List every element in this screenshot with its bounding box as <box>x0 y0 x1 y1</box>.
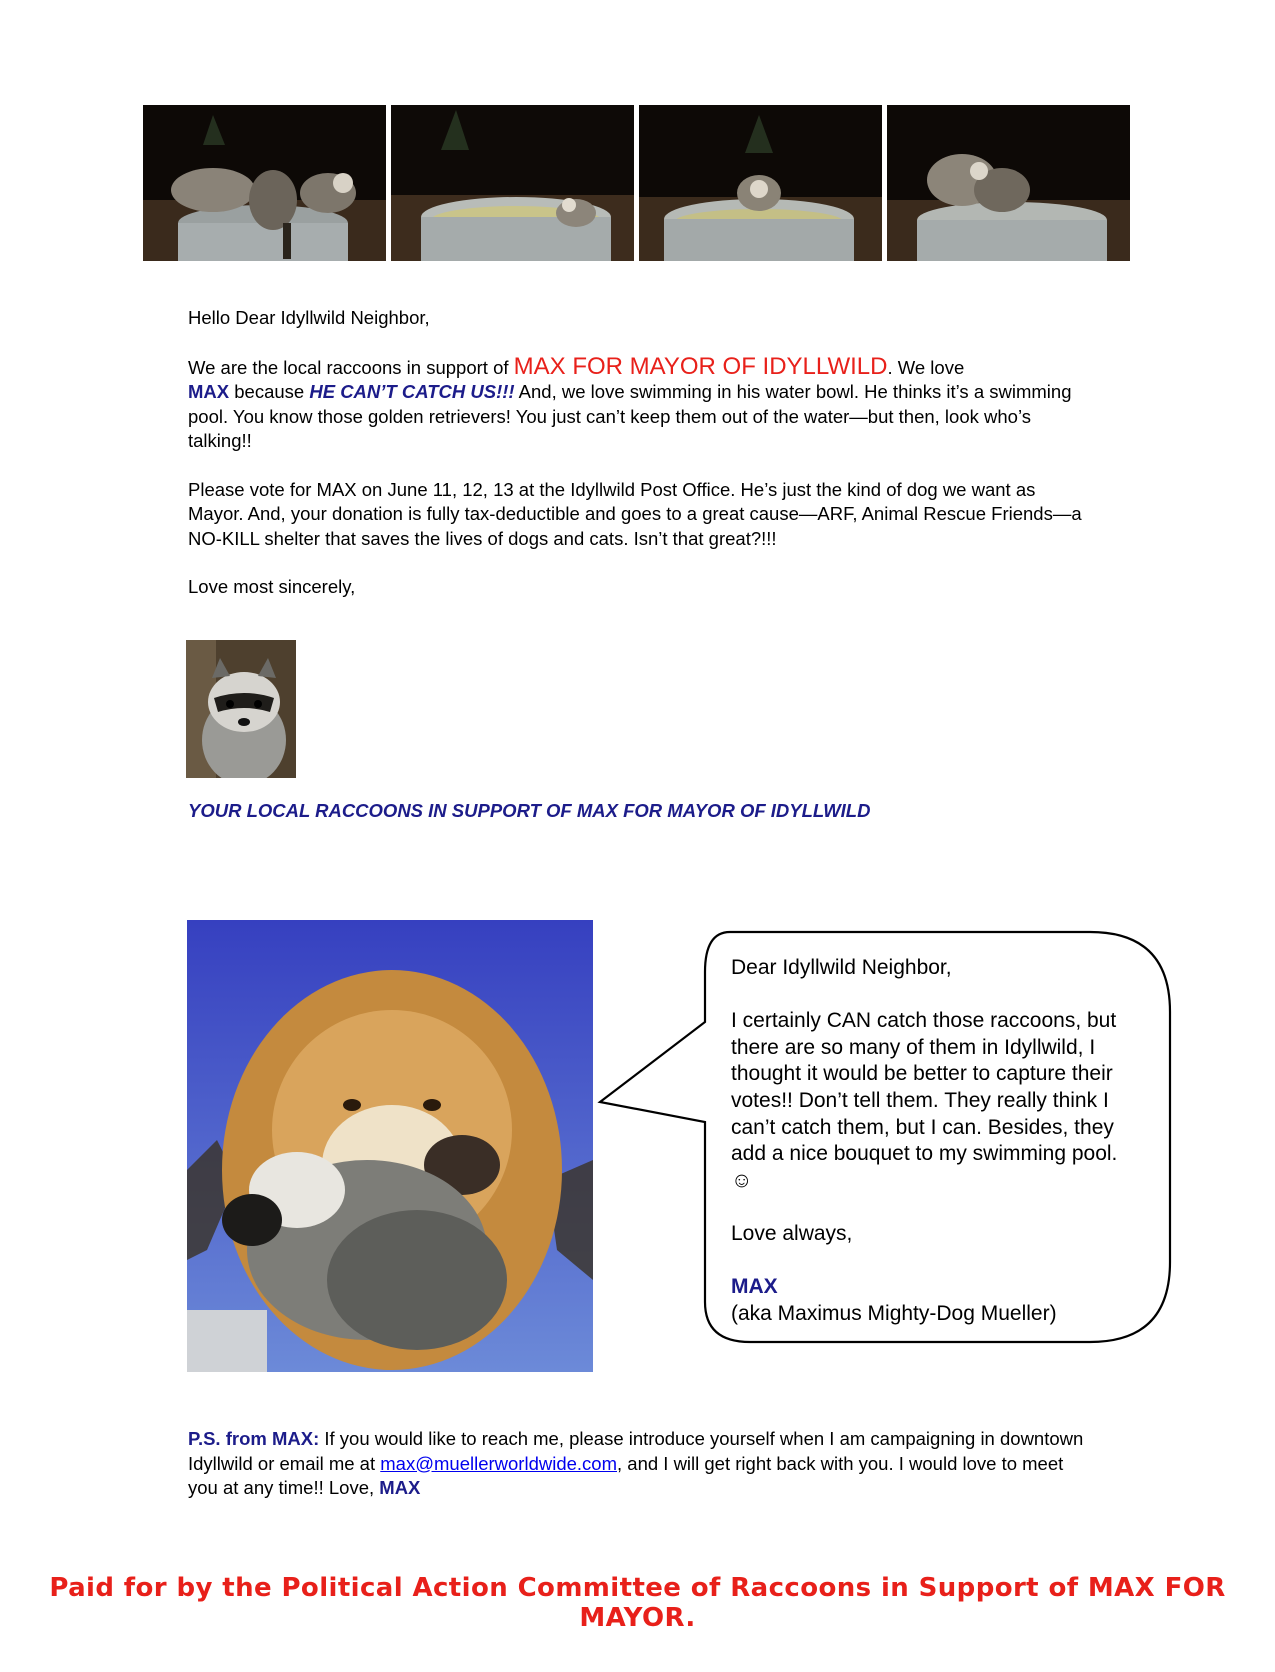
paid-for-by-disclaimer: Paid for by the Political Action Committee of Raccoons in Support of MAX FOR MAYOR. <box>49 1573 1226 1633</box>
ps-note <box>188 1427 1088 1501</box>
ps-text-b: , and I will get right back with you. I would love to meet you at any time!! Love, <box>188 1452 1064 1498</box>
campaign-name: MAX FOR MAYOR OF IDYLLWILD <box>513 352 888 380</box>
raccoon-portrait <box>186 640 296 778</box>
photo-strip <box>143 105 1130 261</box>
bubble-greeting: Dear Idyllwild Neighbor, <box>731 956 952 979</box>
raccoon-photo-2 <box>391 105 634 261</box>
email-link[interactable]: max@muellerworldwide.com <box>380 1452 617 1474</box>
p1-text-d: And, we love swimming in his water bowl. He thinks it’s a swimming pool. You know those golden retrievers! You just can’t keep them out of the water—but then, look who’s talking!! <box>188 381 1072 451</box>
letter-paragraph-2: Please vote for MAX on June 11, 12, 13 at the Idyllwild Post Office. He’s just the kind of dog we want as Mayor. And, your donation is fully tax-deductible and goes to a great cause—ARF, Animal Rescue Friends—a NO-KILL shelter that saves the lives of dogs and cats. Isn’t that great?!!! <box>188 478 1082 549</box>
p1-text-b: . We love <box>887 356 965 378</box>
raccoon-signature: YOUR LOCAL RACCOONS IN SUPPORT OF MAX FOR MAYOR OF IDYLLWILD <box>188 800 871 821</box>
ps-label: P.S. from MAX: <box>188 1428 320 1449</box>
letter-greeting: Hello Dear Idyllwild Neighbor, <box>188 307 430 328</box>
p1-text-c: because <box>229 381 310 402</box>
letter-closing: Love most sincerely, <box>188 576 356 597</box>
raccoon-photo-1 <box>143 105 386 261</box>
cant-catch-us: HE CAN’T CATCH US!!! <box>309 381 515 402</box>
ps-sign: MAX <box>379 1477 421 1498</box>
max-dog-photo <box>187 920 593 1372</box>
letter-paragraph-1 <box>188 352 1088 454</box>
bubble-max-name: MAX <box>731 1275 778 1299</box>
max-name: MAX <box>188 381 230 402</box>
bubble-aka: (aka Maximus Mighty-Dog Mueller) <box>731 1301 1057 1325</box>
ps-text-a: If you would like to reach me, please introduce yourself when I am campaigning in downtown Idyllwild or email me at <box>188 1428 1084 1474</box>
raccoon-photo-3 <box>639 105 882 261</box>
raccoon-letter <box>188 306 1088 600</box>
p1-text-a: We are the local raccoons in support of <box>188 356 514 378</box>
bubble-text <box>731 955 1141 1327</box>
raccoon-photo-4 <box>887 105 1130 261</box>
bubble-body: I certainly CAN catch those raccoons, but there are so many of them in Idyllwild, I thought it would be better to capture their votes!! Don’t tell them. They really think I can’t catch them, but I can. Besides, they add a nice bouquet to my swimming pool. ☺ <box>731 1009 1118 1192</box>
bubble-closing: Love always, <box>731 1221 853 1245</box>
